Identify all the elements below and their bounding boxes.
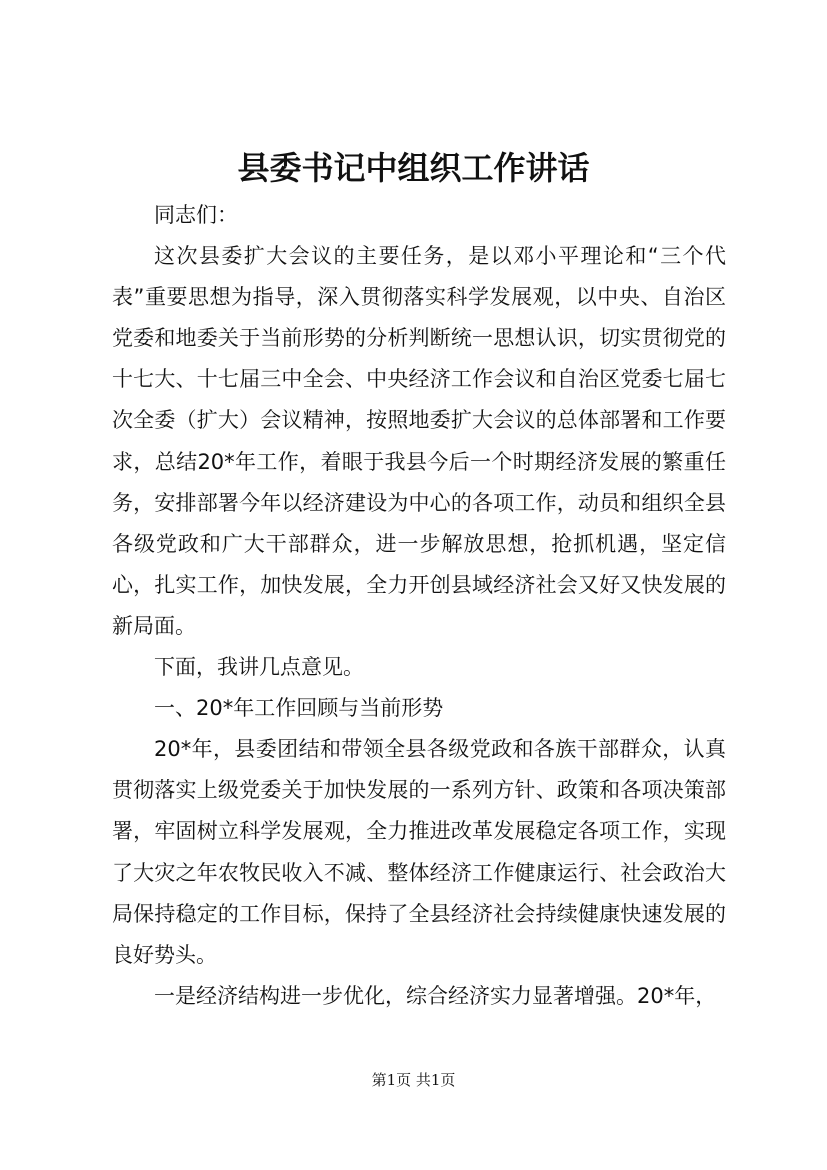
paragraph-point-1: 一是经济结构进一步优化，综合经济实力显著增强。20*年， (154, 983, 717, 1008)
paragraph-intro: 这次县委扩大会议的主要任务，是以邓小平理论和“三个代表”重要思想为指导，深入贯彻落实科学发展观，以中央、自治区党委和地委关于当前形势的分析判断统一思想认识，切实贯彻党的十七大、十七届三中全会、中央经济工作会议和自治区党委七届七次全委（扩大）会议精神，按照地委扩大会议的总体部署和工作要求，总结20*年工作，着眼于我县今后一个时期经济发展的繁重任务，安排部署今年以经济建设为中心的各项工作，动员和组织全县各级党政和广大干部群众，进一步解放思想，抢抓机遇，坚定信心，扎实工作，加快发展，全力开创县域经济社会又好又快发展的新局面。 (112, 244, 726, 638)
paragraph-transition: 下面，我讲几点意见。 (154, 655, 364, 680)
paragraph-salutation: 同志们： (154, 203, 238, 227)
page-footer: 第1页 共1页 (371, 1071, 456, 1089)
document-title: 县委书记中组织工作讲话 (237, 149, 590, 187)
document-body (112, 195, 726, 1017)
section-heading-1: 一、20*年工作回顾与当前形势 (154, 696, 444, 721)
paragraph-review: 20*年，县委团结和带领全县各级党政和各族干部群众，认真贯彻落实上级党委关于加快发展的一系列方针、政策和各项决策部署，牢固树立科学发展观，全力推进改革发展稳定各项工作，实现了大灾之年农牧民收入不减、整体经济工作健康运行、社会政治大局保持稳定的工作目标，保持了全县经济社会持续健康快速发展的良好势头。 (112, 737, 726, 967)
